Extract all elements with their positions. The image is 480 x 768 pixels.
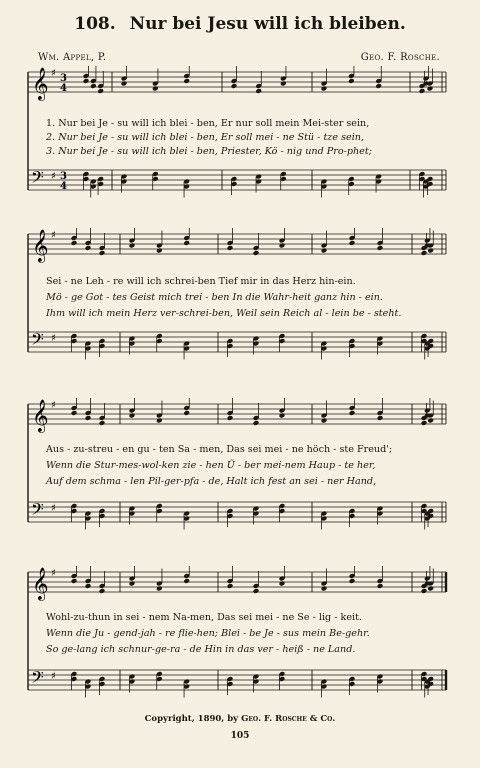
- treble-note: [129, 413, 136, 419]
- treble-clef: 𝄞: [32, 567, 49, 600]
- treble-note: [349, 240, 356, 246]
- treble-note: [375, 83, 382, 89]
- treble-note: [253, 588, 260, 594]
- lyricist-credit: Wm. Appel, P.: [38, 52, 107, 63]
- lyric-line-1: Aus - zu-streu - en gu - ten Sa - men, Das sei mei - ne höch - ste Freud';: [46, 444, 393, 455]
- music-system-2: [22, 228, 448, 362]
- lyric-line-2: 2. Nur bei Je - su will ich blei - ben, Er soll mei - ne Stü - tze sein,: [46, 132, 364, 143]
- bass-clef: 𝄢: [31, 499, 44, 523]
- treble-note: [85, 245, 92, 251]
- key-signature-sharp: ♯: [51, 333, 56, 344]
- treble-note: [279, 581, 286, 587]
- copyright-notice: [0, 714, 480, 724]
- treble-clef: 𝄞: [32, 67, 49, 100]
- treble-note: [231, 83, 238, 89]
- time-signature-top: 3: [60, 171, 67, 182]
- treble-note: [377, 415, 384, 421]
- treble-note: [279, 243, 286, 249]
- treble-note: [85, 415, 92, 421]
- treble-note: [377, 245, 384, 251]
- time-signature-top: 3: [60, 73, 67, 84]
- bass-clef: 𝄢: [31, 167, 44, 191]
- treble-note: [321, 248, 328, 254]
- treble-note: [279, 413, 286, 419]
- music-system-3: [22, 398, 448, 532]
- treble-note: [280, 81, 287, 87]
- treble-note: [348, 78, 355, 84]
- treble-note: [183, 410, 190, 416]
- key-signature-sharp: ♯: [51, 68, 56, 79]
- hymn-number: 108.: [74, 14, 116, 34]
- treble-note: [427, 586, 434, 592]
- treble-note: [427, 418, 434, 424]
- treble-note: [227, 245, 234, 251]
- treble-note: [321, 586, 328, 592]
- treble-note: [183, 578, 190, 584]
- treble-note: [253, 250, 260, 256]
- treble-note: [427, 86, 434, 92]
- treble-note: [227, 415, 234, 421]
- treble-note: [377, 583, 384, 589]
- treble-note: [71, 578, 78, 584]
- lyric-line-2: Mö - ge Got - tes Geist mich trei - ben In die Wahr-heit ganz hin - ein.: [46, 292, 383, 303]
- music-system-4: [22, 566, 448, 700]
- treble-note: [419, 88, 426, 94]
- lyric-line-3: Auf dem schma - len Pil-ger-pfa - de, Halt ich fest an sei - ner Hand,: [46, 476, 377, 487]
- treble-note: [253, 420, 260, 426]
- music-system-1: [22, 66, 448, 200]
- lyric-line-1: Wohl-zu-thun in sei - nem Na-men, Das sei mei - ne Se - lig - keit.: [46, 612, 362, 623]
- composer-credit: Geo. F. Rosche.: [360, 52, 440, 63]
- key-signature-sharp: ♯: [51, 400, 56, 411]
- treble-note: [427, 248, 434, 254]
- key-signature-sharp: ♯: [51, 230, 56, 241]
- treble-note: [349, 578, 356, 584]
- lyric-line-1: 1. Nur bei Je - su will ich blei - ben, Er nur soll mein Mei-ster sein,: [46, 118, 370, 129]
- treble-note: [129, 581, 136, 587]
- key-signature-sharp: ♯: [51, 503, 56, 514]
- treble-note: [152, 86, 159, 92]
- treble-note: [83, 78, 90, 84]
- treble-note: [227, 583, 234, 589]
- lyric-line-3: So ge-lang ich schnur-ge-ra - de Hin in das ver - heiß - ne Land.: [46, 644, 356, 655]
- hymn-title-row: [0, 14, 480, 34]
- hymn-title: Nur bei Jesu will ich bleiben.: [129, 14, 406, 34]
- treble-note: [421, 250, 428, 256]
- lyric-line-2: Wenn die Stur-mes-wol-ken zie - hen Ü - ber mei-nem Haup - te her,: [46, 460, 376, 471]
- treble-note: [121, 81, 128, 87]
- treble-note: [421, 420, 428, 426]
- treble-note: [349, 410, 356, 416]
- treble-note: [183, 78, 190, 84]
- treble-note: [156, 248, 163, 254]
- key-signature-sharp: ♯: [51, 568, 56, 579]
- treble-clef: 𝄞: [32, 229, 49, 262]
- treble-note: [97, 88, 104, 94]
- time-signature-bottom: 4: [60, 83, 67, 94]
- treble-note: [71, 410, 78, 416]
- treble-clef: 𝄞: [32, 399, 49, 432]
- treble-note: [156, 586, 163, 592]
- treble-note: [321, 418, 328, 424]
- lyric-line-2: Wenn die Ju - gend-jah - re flie-hen; Blei - be Je - sus mein Be-gehr.: [46, 628, 370, 639]
- treble-note: [90, 83, 97, 89]
- treble-note: [71, 240, 78, 246]
- copyright-holder: Geo. F. Rosche & Co.: [241, 714, 336, 724]
- treble-note: [255, 88, 262, 94]
- key-signature-sharp: ♯: [51, 171, 56, 182]
- treble-note: [183, 240, 190, 246]
- copyright-prefix: Copyright, 1890, by: [144, 714, 239, 724]
- bass-clef: 𝄢: [31, 667, 44, 691]
- treble-note: [99, 420, 106, 426]
- treble-note: [99, 250, 106, 256]
- treble-note: [85, 583, 92, 589]
- treble-note: [99, 588, 106, 594]
- lyric-line-3: 3. Nur bei Je - su will ich blei - ben, Priester, Kö - nig und Pro-phet;: [46, 146, 372, 157]
- treble-note: [156, 418, 163, 424]
- treble-note: [129, 243, 136, 249]
- lyric-line-3: Ihm will ich mein Herz ver-schrei-ben, Weil sein Reich al - lein be - steht.: [46, 308, 402, 319]
- treble-note: [421, 588, 428, 594]
- page-number: 105: [230, 731, 250, 741]
- key-signature-sharp: ♯: [51, 671, 56, 682]
- lyric-line-1: Sei - ne Leh - re will ich schrei-ben Tief mir in das Herz hin-ein.: [46, 276, 356, 287]
- treble-note: [321, 86, 328, 92]
- time-signature-bottom: 4: [60, 181, 67, 192]
- bass-clef: 𝄢: [31, 329, 44, 353]
